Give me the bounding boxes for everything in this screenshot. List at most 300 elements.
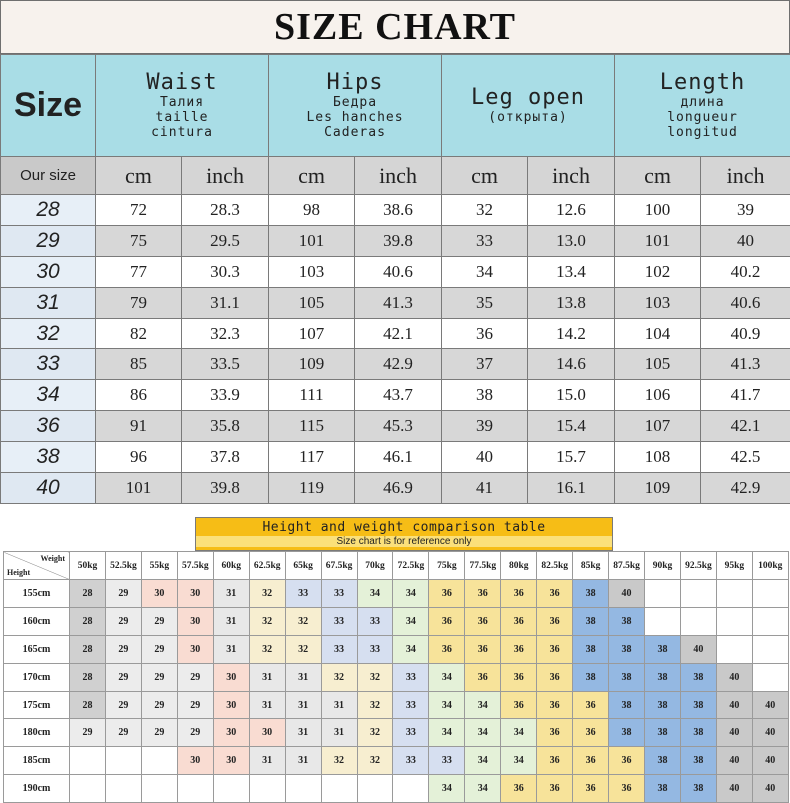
size-row	[1, 473, 790, 504]
measurement-value: 101	[96, 473, 182, 504]
size-row	[1, 225, 790, 256]
measurement-value: 42.9	[355, 349, 442, 380]
recommended-size-cell	[141, 775, 177, 803]
recommended-size-cell: 30	[177, 580, 213, 608]
recommended-size-cell: 40	[680, 635, 716, 663]
recommended-size-cell: 29	[105, 607, 141, 635]
recommended-size-cell: 33	[357, 635, 393, 663]
height-label: 190cm	[4, 775, 70, 803]
recommended-size-cell: 34	[429, 663, 465, 691]
height-row	[4, 580, 789, 608]
weight-label: 100kg	[752, 552, 788, 580]
size-row	[1, 318, 790, 349]
recommended-size-cell: 28	[70, 635, 106, 663]
measurement-value: 82	[96, 318, 182, 349]
recommended-size-cell: 29	[70, 719, 106, 747]
unit-label: cm	[615, 157, 701, 195]
recommended-size-cell: 36	[501, 635, 537, 663]
size-label: 38	[1, 442, 96, 473]
recommended-size-cell: 28	[70, 691, 106, 719]
height-label: 175cm	[4, 691, 70, 719]
recommended-size-cell: 32	[357, 691, 393, 719]
recommended-size-cell: 36	[573, 691, 609, 719]
recommended-size-cell: 40	[752, 775, 788, 803]
recommended-size-cell: 31	[249, 747, 285, 775]
weight-label: 80kg	[501, 552, 537, 580]
recommended-size-cell: 30	[213, 747, 249, 775]
recommended-size-cell	[752, 580, 788, 608]
height-label: 180cm	[4, 719, 70, 747]
recommended-size-cell: 34	[465, 747, 501, 775]
recommended-size-cell: 29	[177, 719, 213, 747]
recommended-size-cell	[321, 775, 357, 803]
measurement-value: 77	[96, 256, 182, 287]
recommended-size-cell: 32	[321, 747, 357, 775]
weight-label: 95kg	[716, 552, 752, 580]
measurement-translation: Талия	[96, 96, 268, 111]
size-label: 28	[1, 195, 96, 226]
measurement-value: 109	[269, 349, 355, 380]
recommended-size-cell: 36	[609, 747, 645, 775]
recommended-size-cell: 36	[537, 747, 573, 775]
weight-label: 77.5kg	[465, 552, 501, 580]
recommended-size-cell: 36	[573, 747, 609, 775]
recommended-size-cell: 32	[249, 607, 285, 635]
weight-header-row	[4, 552, 789, 580]
recommended-size-cell: 34	[501, 719, 537, 747]
measurement-value: 35	[442, 287, 528, 318]
recommended-size-cell: 40	[716, 691, 752, 719]
recommended-size-cell	[752, 607, 788, 635]
size-row	[1, 195, 790, 226]
measurement-value: 40	[442, 442, 528, 473]
recommended-size-cell: 38	[573, 635, 609, 663]
recommended-size-cell: 31	[249, 691, 285, 719]
measurement-value: 36	[442, 318, 528, 349]
measurement-value: 43.7	[355, 380, 442, 411]
measurement-value: 39.8	[182, 473, 269, 504]
size-label: 30	[1, 256, 96, 287]
recommended-size-cell: 34	[429, 775, 465, 803]
recommended-size-cell: 32	[249, 635, 285, 663]
recommended-size-cell: 36	[537, 580, 573, 608]
measurement-value: 34	[442, 256, 528, 287]
measurement-value: 35.8	[182, 411, 269, 442]
weight-label: 65kg	[285, 552, 321, 580]
recommended-size-cell: 34	[393, 607, 429, 635]
recommended-size-cell	[141, 747, 177, 775]
size-label: 40	[1, 473, 96, 504]
recommended-size-cell: 32	[249, 580, 285, 608]
recommended-size-cell: 33	[393, 663, 429, 691]
measurement-value: 28.3	[182, 195, 269, 226]
recommended-size-cell	[393, 775, 429, 803]
measurement-value: 41.3	[701, 349, 790, 380]
measurement-value: 79	[96, 287, 182, 318]
recommended-size-cell: 36	[537, 607, 573, 635]
measurement-translation: Caderas	[269, 126, 441, 141]
measurement-value: 42.1	[701, 411, 790, 442]
measurement-value: 37.8	[182, 442, 269, 473]
recommended-size-cell: 40	[716, 775, 752, 803]
recommended-size-cell: 29	[141, 663, 177, 691]
recommended-size-cell: 38	[609, 635, 645, 663]
height-label: 155cm	[4, 580, 70, 608]
recommended-size-cell	[249, 775, 285, 803]
measurement-name: Waist	[96, 70, 268, 95]
corner-cell	[4, 552, 70, 580]
recommended-size-cell: 36	[465, 607, 501, 635]
recommended-size-cell: 32	[357, 719, 393, 747]
recommended-size-cell: 38	[645, 775, 681, 803]
recommended-size-cell: 38	[645, 691, 681, 719]
unit-label: cm	[442, 157, 528, 195]
weight-label: 92.5kg	[680, 552, 716, 580]
recommended-size-cell	[752, 635, 788, 663]
comparison-title: Height and weight comparison table	[196, 518, 612, 535]
recommended-size-cell: 36	[537, 775, 573, 803]
unit-label: inch	[182, 157, 269, 195]
recommended-size-cell: 29	[105, 663, 141, 691]
recommended-size-cell: 29	[141, 719, 177, 747]
recommended-size-cell: 33	[357, 607, 393, 635]
measurement-value: 119	[269, 473, 355, 504]
recommended-size-cell	[716, 607, 752, 635]
recommended-size-cell: 38	[680, 663, 716, 691]
weight-label: 72.5kg	[393, 552, 429, 580]
size-column-header: Size	[1, 55, 96, 157]
recommended-size-cell: 36	[501, 691, 537, 719]
recommended-size-cell: 28	[70, 663, 106, 691]
measurement-value: 13.0	[528, 225, 615, 256]
recommended-size-cell	[716, 580, 752, 608]
measurement-value: 85	[96, 349, 182, 380]
corner-height-label: Height	[7, 568, 30, 577]
recommended-size-cell	[716, 635, 752, 663]
our-size-label: Our size	[1, 157, 96, 195]
measurement-translation: длина	[615, 96, 790, 111]
recommended-size-cell: 30	[177, 635, 213, 663]
size-chart-title: SIZE CHART	[0, 0, 790, 54]
weight-label: 90kg	[645, 552, 681, 580]
unit-label: cm	[96, 157, 182, 195]
recommended-size-cell: 38	[680, 775, 716, 803]
size-row	[1, 442, 790, 473]
recommended-size-cell: 34	[429, 691, 465, 719]
recommended-size-cell: 29	[177, 663, 213, 691]
recommended-size-cell: 31	[249, 663, 285, 691]
measurement-value: 103	[269, 256, 355, 287]
recommended-size-cell: 36	[465, 580, 501, 608]
measurement-value: 12.6	[528, 195, 615, 226]
measurement-value: 40.2	[701, 256, 790, 287]
recommended-size-cell: 40	[609, 580, 645, 608]
measurement-value: 100	[615, 195, 701, 226]
measurement-value: 91	[96, 411, 182, 442]
measurement-value: 105	[269, 287, 355, 318]
measurement-value: 38.6	[355, 195, 442, 226]
recommended-size-cell: 34	[465, 719, 501, 747]
size-row	[1, 256, 790, 287]
recommended-size-cell: 30	[213, 719, 249, 747]
unit-label: inch	[701, 157, 790, 195]
measurement-value: 107	[269, 318, 355, 349]
size-label: 31	[1, 287, 96, 318]
recommended-size-cell: 31	[321, 691, 357, 719]
recommended-size-cell: 33	[321, 607, 357, 635]
leg-open-header	[442, 55, 615, 157]
recommended-size-cell: 30	[141, 580, 177, 608]
unit-label: inch	[355, 157, 442, 195]
recommended-size-cell: 38	[573, 607, 609, 635]
measurement-name: Hips	[269, 70, 441, 95]
measurement-value: 46.9	[355, 473, 442, 504]
recommended-size-cell: 34	[357, 580, 393, 608]
recommended-size-cell: 28	[70, 607, 106, 635]
measurement-translation: (открыта)	[442, 111, 614, 126]
recommended-size-cell: 29	[141, 691, 177, 719]
hips-header	[269, 55, 442, 157]
recommended-size-cell: 34	[501, 747, 537, 775]
size-label: 34	[1, 380, 96, 411]
recommended-size-cell: 38	[573, 580, 609, 608]
recommended-size-cell	[357, 775, 393, 803]
recommended-size-cell: 36	[537, 663, 573, 691]
measurement-value: 42.5	[701, 442, 790, 473]
recommended-size-cell: 33	[393, 747, 429, 775]
measurement-translation: cintura	[96, 126, 268, 141]
recommended-size-cell: 34	[465, 775, 501, 803]
weight-label: 57.5kg	[177, 552, 213, 580]
measurement-value: 106	[615, 380, 701, 411]
recommended-size-cell: 29	[105, 580, 141, 608]
recommended-size-cell: 38	[573, 663, 609, 691]
recommended-size-cell: 36	[501, 607, 537, 635]
recommended-size-cell: 36	[501, 775, 537, 803]
unit-header-row	[1, 157, 790, 195]
recommended-size-cell: 36	[537, 719, 573, 747]
recommended-size-cell	[177, 775, 213, 803]
measurement-value: 109	[615, 473, 701, 504]
recommended-size-cell	[285, 775, 321, 803]
measurement-value: 38	[442, 380, 528, 411]
measurement-value: 13.4	[528, 256, 615, 287]
height-row	[4, 607, 789, 635]
measurement-translation: taille	[96, 111, 268, 126]
weight-label: 70kg	[357, 552, 393, 580]
recommended-size-cell	[70, 775, 106, 803]
measurement-name: Leg open	[442, 85, 614, 110]
measurement-value: 105	[615, 349, 701, 380]
recommended-size-cell: 36	[429, 607, 465, 635]
measurement-value: 16.1	[528, 473, 615, 504]
height-label: 165cm	[4, 635, 70, 663]
recommended-size-cell: 31	[321, 719, 357, 747]
measurement-value: 30.3	[182, 256, 269, 287]
height-row	[4, 635, 789, 663]
recommended-size-cell: 33	[393, 719, 429, 747]
weight-label: 75kg	[429, 552, 465, 580]
measurement-value: 32.3	[182, 318, 269, 349]
height-row	[4, 747, 789, 775]
measurement-value: 117	[269, 442, 355, 473]
recommended-size-cell: 33	[429, 747, 465, 775]
recommended-size-cell: 32	[357, 663, 393, 691]
recommended-size-cell: 40	[752, 691, 788, 719]
measurement-translation: Les hanches	[269, 111, 441, 126]
recommended-size-cell	[680, 607, 716, 635]
measurement-value: 98	[269, 195, 355, 226]
recommended-size-cell	[70, 747, 106, 775]
recommended-size-cell: 34	[465, 691, 501, 719]
weight-label: 67.5kg	[321, 552, 357, 580]
recommended-size-cell: 30	[249, 719, 285, 747]
recommended-size-cell: 36	[573, 719, 609, 747]
height-row	[4, 663, 789, 691]
recommended-size-cell: 31	[213, 635, 249, 663]
measurement-value: 40.9	[701, 318, 790, 349]
recommended-size-cell	[752, 663, 788, 691]
measurement-value: 40.6	[701, 287, 790, 318]
recommended-size-cell: 38	[680, 719, 716, 747]
weight-label: 52.5kg	[105, 552, 141, 580]
recommended-size-cell: 34	[393, 635, 429, 663]
recommended-size-cell: 36	[465, 663, 501, 691]
size-row	[1, 349, 790, 380]
recommended-size-cell: 31	[285, 691, 321, 719]
comparison-note: Size chart is for reference only	[196, 536, 612, 547]
height-label: 185cm	[4, 747, 70, 775]
recommended-size-cell: 30	[213, 663, 249, 691]
measurement-value: 101	[269, 225, 355, 256]
recommended-size-cell: 36	[465, 635, 501, 663]
recommended-size-cell: 38	[680, 691, 716, 719]
recommended-size-cell: 33	[321, 580, 357, 608]
weight-label: 62.5kg	[249, 552, 285, 580]
recommended-size-cell: 36	[573, 775, 609, 803]
recommended-size-cell: 29	[105, 719, 141, 747]
measurement-value: 33.9	[182, 380, 269, 411]
recommended-size-cell: 31	[285, 719, 321, 747]
recommended-size-cell: 34	[429, 719, 465, 747]
comparison-banner	[195, 517, 613, 551]
recommended-size-cell: 38	[609, 719, 645, 747]
recommended-size-cell: 31	[213, 607, 249, 635]
waist-header	[96, 55, 269, 157]
measurement-value: 45.3	[355, 411, 442, 442]
measurement-value: 111	[269, 380, 355, 411]
recommended-size-cell: 33	[285, 580, 321, 608]
recommended-size-cell	[105, 747, 141, 775]
recommended-size-cell: 38	[609, 691, 645, 719]
measurement-value: 72	[96, 195, 182, 226]
size-label: 29	[1, 225, 96, 256]
recommended-size-cell: 28	[70, 580, 106, 608]
measurement-header-row	[1, 55, 790, 157]
measurement-value: 15.7	[528, 442, 615, 473]
measurement-value: 13.8	[528, 287, 615, 318]
recommended-size-cell	[105, 775, 141, 803]
recommended-size-cell: 30	[177, 747, 213, 775]
measurement-translation: Бедра	[269, 96, 441, 111]
measurement-translation: longitud	[615, 126, 790, 141]
size-row	[1, 380, 790, 411]
recommended-size-cell: 32	[285, 607, 321, 635]
recommended-size-cell: 31	[285, 663, 321, 691]
measurement-value: 39	[442, 411, 528, 442]
weight-label: 50kg	[70, 552, 106, 580]
measurement-value: 103	[615, 287, 701, 318]
recommended-size-cell: 40	[716, 663, 752, 691]
measurement-value: 37	[442, 349, 528, 380]
height-row	[4, 719, 789, 747]
measurement-value: 104	[615, 318, 701, 349]
measurement-value: 29.5	[182, 225, 269, 256]
recommended-size-cell: 34	[393, 580, 429, 608]
recommended-size-cell: 33	[321, 635, 357, 663]
size-row	[1, 287, 790, 318]
measurement-value: 108	[615, 442, 701, 473]
recommended-size-cell	[645, 580, 681, 608]
weight-label: 87.5kg	[609, 552, 645, 580]
recommended-size-cell: 32	[285, 635, 321, 663]
weight-label: 60kg	[213, 552, 249, 580]
recommended-size-cell	[680, 580, 716, 608]
recommended-size-cell: 36	[501, 663, 537, 691]
size-label: 32	[1, 318, 96, 349]
recommended-size-cell: 33	[393, 691, 429, 719]
measurement-value: 15.4	[528, 411, 615, 442]
height-label: 160cm	[4, 607, 70, 635]
recommended-size-cell: 40	[716, 719, 752, 747]
measurement-value: 41.7	[701, 380, 790, 411]
measurement-value: 14.6	[528, 349, 615, 380]
measurement-translation: longueur	[615, 111, 790, 126]
unit-label: cm	[269, 157, 355, 195]
recommended-size-cell	[645, 607, 681, 635]
recommended-size-cell	[213, 775, 249, 803]
recommended-size-cell: 29	[105, 691, 141, 719]
measurement-value: 42.9	[701, 473, 790, 504]
recommended-size-cell: 32	[321, 663, 357, 691]
measurement-value: 40.6	[355, 256, 442, 287]
measurement-value: 32	[442, 195, 528, 226]
measurement-value: 14.2	[528, 318, 615, 349]
measurement-value: 40	[701, 225, 790, 256]
recommended-size-cell: 36	[429, 580, 465, 608]
recommended-size-cell: 32	[357, 747, 393, 775]
recommended-size-cell: 31	[285, 747, 321, 775]
corner-weight-label: Weight	[41, 554, 65, 563]
recommended-size-cell: 38	[609, 607, 645, 635]
measurement-value: 107	[615, 411, 701, 442]
measurement-value: 96	[96, 442, 182, 473]
height-row	[4, 775, 789, 803]
size-chart-table	[0, 54, 790, 504]
measurement-value: 115	[269, 411, 355, 442]
measurement-value: 33	[442, 225, 528, 256]
unit-label: inch	[528, 157, 615, 195]
measurement-value: 31.1	[182, 287, 269, 318]
recommended-size-cell: 29	[141, 607, 177, 635]
recommended-size-cell: 38	[645, 747, 681, 775]
measurement-value: 86	[96, 380, 182, 411]
recommended-size-cell: 30	[213, 691, 249, 719]
recommended-size-cell: 36	[537, 691, 573, 719]
height-row	[4, 691, 789, 719]
comparison-table	[3, 551, 789, 803]
measurement-value: 41	[442, 473, 528, 504]
